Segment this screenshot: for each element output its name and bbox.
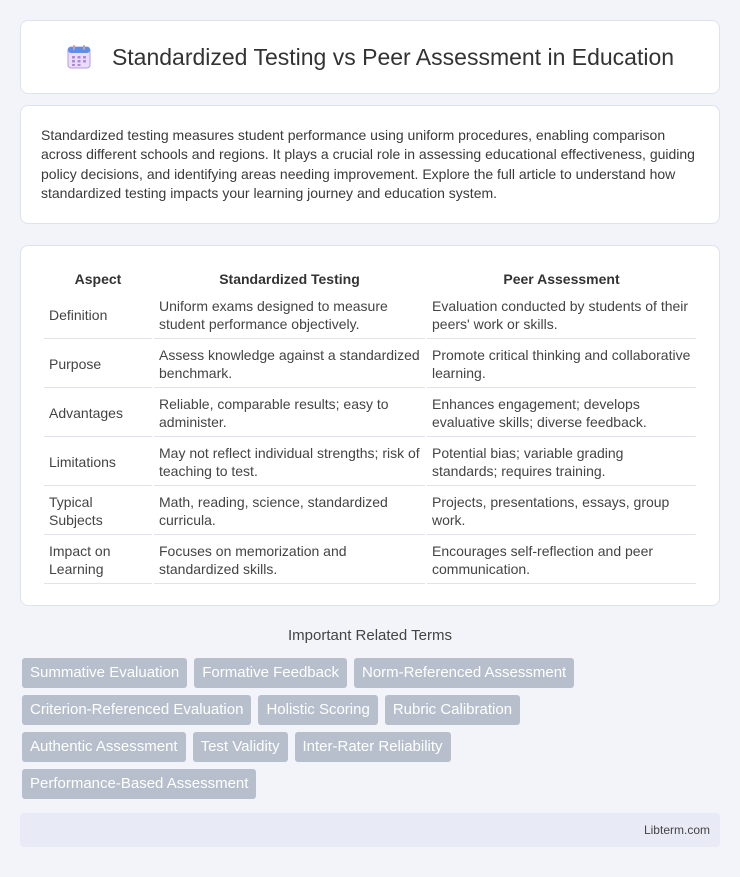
column-header: Aspect (74, 271, 122, 287)
table-cell: Impact on Learning (44, 537, 152, 584)
term-tag[interactable]: Performance-Based Assessment (22, 769, 256, 799)
table-cell: Enhances engagement; develops evaluative skills; diverse feedback. (427, 390, 696, 437)
table-cell: Evaluation conducted by students of their peers' work or skills. (427, 292, 696, 339)
term-tag[interactable]: Criterion-Referenced Evaluation (22, 695, 251, 725)
term-tag[interactable]: Authentic Assessment (22, 732, 186, 762)
footer (20, 813, 720, 847)
table-cell: Reliable, comparable results; easy to administer. (154, 390, 425, 437)
term-tag[interactable]: Summative Evaluation (22, 658, 187, 688)
comparison-table (42, 266, 698, 586)
table-row (44, 292, 696, 339)
intro-text: Standardized testing measures student performance using uniform procedures, enabling comparison across different schools and regions. It plays a crucial role in assessing educational effectiveness, guiding policy decisions, and identifying areas needing improvement. Explore the full article to understand how standardized testing impacts your learning journey and education system. (41, 127, 695, 201)
page-title: Standardized Testing vs Peer Assessment in Education (111, 43, 675, 70)
title-card (20, 20, 720, 94)
table-cell: Uniform exams designed to measure student performance objectively. (154, 292, 425, 339)
table-row (44, 439, 696, 486)
term-tag[interactable]: Norm-Referenced Assessment (354, 658, 574, 688)
term-tag[interactable]: Rubric Calibration (385, 695, 520, 725)
calendar-icon (66, 44, 92, 70)
table-cell: Definition (44, 292, 152, 339)
table-cell: Promote critical thinking and collaborative learning. (427, 341, 696, 388)
column-header: Standardized Testing (219, 271, 360, 287)
table-row (44, 390, 696, 437)
related-terms-heading: Important Related Terms (288, 627, 452, 644)
table-cell: May not reflect individual strengths; risk of teaching to test. (154, 439, 425, 486)
column-header: Peer Assessment (503, 271, 620, 287)
footer-brand-link[interactable]: Libterm.com (643, 823, 710, 837)
intro-card (20, 105, 720, 224)
term-tag[interactable]: Holistic Scoring (258, 695, 377, 725)
table-cell: Limitations (44, 439, 152, 486)
table-cell: Assess knowledge against a standardized benchmark. (154, 341, 425, 388)
term-tag[interactable]: Formative Feedback (194, 658, 347, 688)
table-row (44, 537, 696, 584)
table-cell: Potential bias; variable grading standards; requires training. (427, 439, 696, 486)
table-cell: Advantages (44, 390, 152, 437)
table-cell: Purpose (44, 341, 152, 388)
table-cell: Focuses on memorization and standardized skills. (154, 537, 425, 584)
term-tag[interactable]: Test Validity (193, 732, 288, 762)
table-row (44, 488, 696, 535)
table-cell: Typical Subjects (44, 488, 152, 535)
table-cell: Encourages self-reflection and peer communication. (427, 537, 696, 584)
table-cell: Projects, presentations, essays, group work. (427, 488, 696, 535)
related-terms-list (22, 658, 722, 806)
table-header-row (44, 268, 696, 290)
table-row (44, 341, 696, 388)
term-tag[interactable]: Inter-Rater Reliability (295, 732, 451, 762)
comparison-table-card (20, 245, 720, 606)
table-cell: Math, reading, science, standardized curricula. (154, 488, 425, 535)
